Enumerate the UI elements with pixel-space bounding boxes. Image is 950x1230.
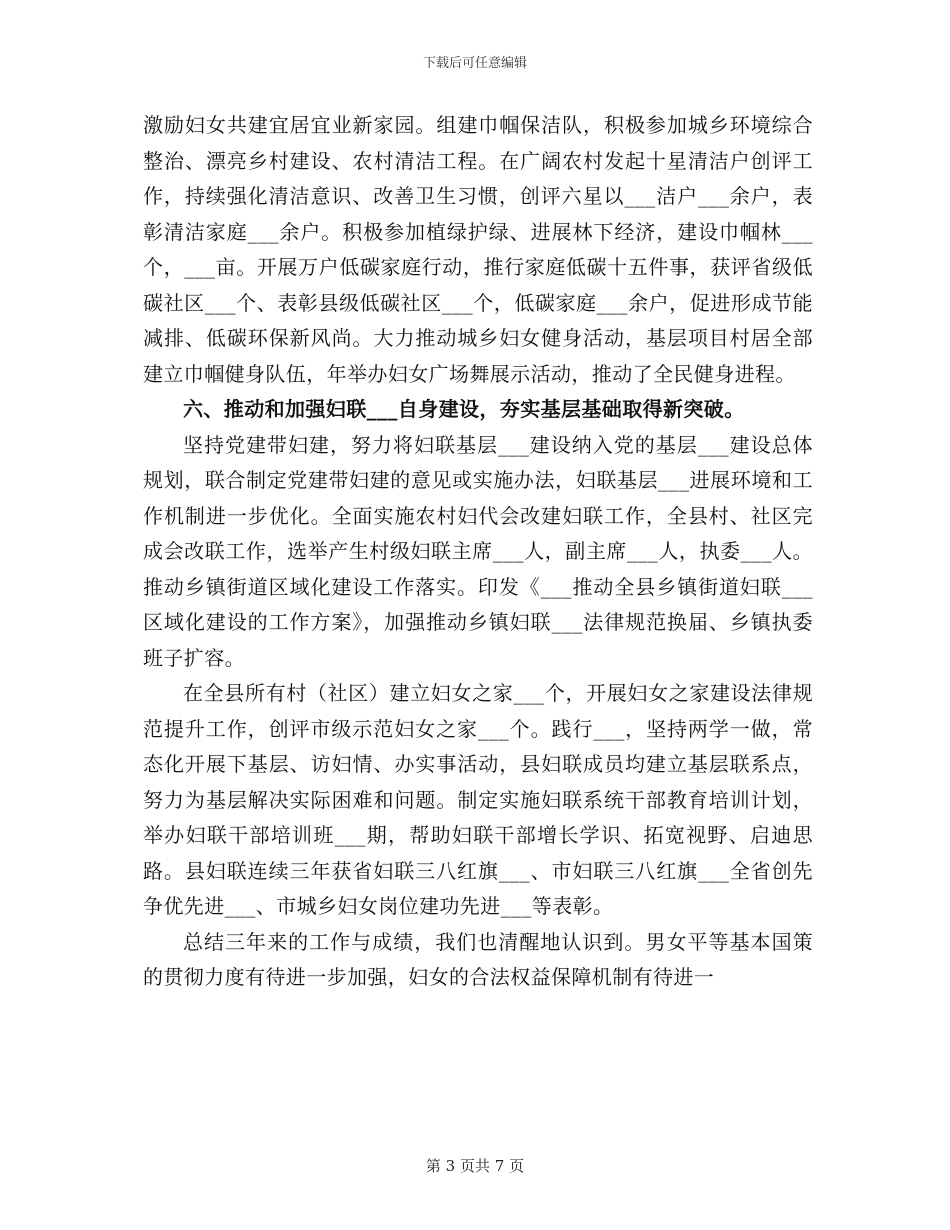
page-footer: 第 3 页共 7 页 (425, 1157, 525, 1175)
paragraph-3: 在全县所有村（社区）建立妇女之家___个，开展妇女之家建设法律规范提升工作，创评市级示范妇女之家___个。践行___，坚持两学一做，常态化开展下基层、访妇情、办实事活动，县妇联成员均建立基层联系点，努力为基层解决实际困难和问题。制定实施妇联系统干部教育培训计划，举办妇联干部培训班___期，帮助妇联干部增长学识、拓宽视野、启迪思路。县妇联连续三年获省妇联三八红旗___、市妇联三八红旗___全省创先争优先进___、市城乡妇女岗位建功先进___等表彰。 (143, 681, 813, 918)
section-heading-6: 六、推动和加强妇联___自身建设，夯实基层基础取得新突破。 (183, 397, 745, 421)
paragraph-1: 激励妇女共建宜居宜业新家园。组建巾帼保洁队，积极参加城乡环境综合整治、漂亮乡村建设、农村清洁工程。在广阔农村发起十星清洁户创评工作，持续强化清洁意识、改善卫生习惯，创评六星以___洁户___余户，表彰清洁家庭___余户。积极参加植绿护绿、进展林下经济，建设巾帼林___个，___亩。开展万户低碳家庭行动，推行家庭低碳十五件事，获评省级低碳社区___个、表彰县级低碳社区___个，低碳家庭___余户，促进形成节能减排、低碳环保新风尚。大力推动城乡妇女健身活动，基层项目村居全部建立巾帼健身队伍，年举办妇女广场舞展示活动，推动了全民健身进程。 (143, 113, 813, 386)
paragraph-2: 坚持党建带妇建，努力将妇联基层___建设纳入党的基层___建设总体规划，联合制定党建带妇建的意见或实施办法，妇联基层___进展环境和工作机制进一步优化。全面实施农村妇代会改建妇联工作，全县村、社区完成会改联工作，选举产生村级妇联主席___人，副主席___人，执委___人。推动乡镇街道区域化建设工作落实。印发《___推动全县乡镇街道妇联___区域化建设的工作方案》，加强推动乡镇妇联___法律规范换届、乡镇执委班子扩容。 (143, 432, 813, 670)
paragraph-4: 总结三年来的工作与成绩，我们也清醒地认识到。男女平等基本国策的贯彻力度有待进一步加强，妇女的合法权益保障机制有待进一 (143, 929, 813, 989)
page-header: 下载后可任意编辑 (422, 56, 527, 71)
document-body (143, 108, 813, 996)
